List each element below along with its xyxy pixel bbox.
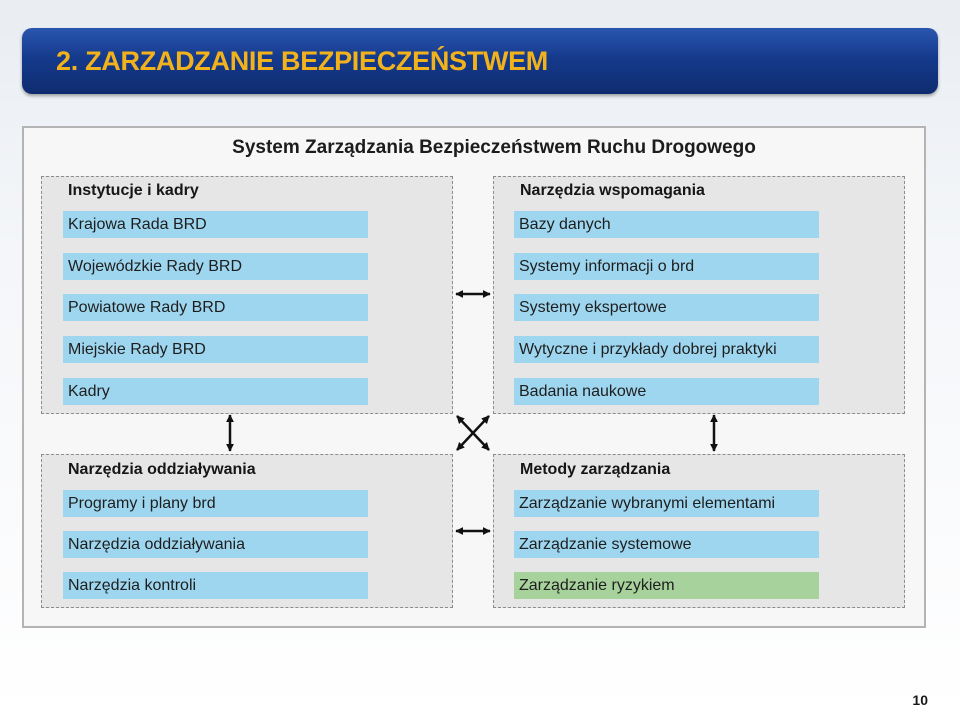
diagram-title: System Zarządzania Bezpieczeństwem Ruchu Drogowego xyxy=(232,137,756,158)
page-number: 10 xyxy=(912,692,928,708)
item-badania-naukowe: Badania naukowe xyxy=(514,378,819,405)
item-zarzadzanie-systemowe: Zarządzanie systemowe xyxy=(514,531,819,558)
panel-impact-tools-title: Narzędzia oddziaływania xyxy=(68,461,256,478)
item-wytyczne: Wytyczne i przykłady dobrej praktyki xyxy=(514,336,819,363)
item-wojewodzkie-rady: Wojewódzkie Rady BRD xyxy=(63,253,368,280)
item-zarzadzanie-ryzykiem: Zarządzanie ryzykiem xyxy=(514,572,819,599)
item-systemy-informacji: Systemy informacji o brd xyxy=(514,253,819,280)
panel-management-methods-title: Metody zarządzania xyxy=(520,461,671,478)
item-programy-plany: Programy i plany brd xyxy=(63,490,368,517)
item-krajowa-rada: Krajowa Rada BRD xyxy=(63,211,368,238)
item-miejskie-rady: Miejskie Rady BRD xyxy=(63,336,368,363)
item-zarzadzanie-elementami: Zarządzanie wybranymi elementami xyxy=(514,490,819,517)
item-powiatowe-rady: Powiatowe Rady BRD xyxy=(63,294,368,321)
item-bazy-danych: Bazy danych xyxy=(514,211,819,238)
item-narzedzia-kontroli: Narzędzia kontroli xyxy=(63,572,368,599)
item-narzedzia-oddzialywania: Narzędzia oddziaływania xyxy=(63,531,368,558)
item-kadry: Kadry xyxy=(63,378,368,405)
item-systemy-ekspertowe: Systemy ekspertowe xyxy=(514,294,819,321)
panel-institutions-title: Instytucje i kadry xyxy=(68,182,199,199)
slide-title: 2. ZARZADZANIE BEZPIECZEŃSTWEM xyxy=(56,46,549,76)
panel-support-tools-title: Narzędzia wspomagania xyxy=(520,182,705,199)
